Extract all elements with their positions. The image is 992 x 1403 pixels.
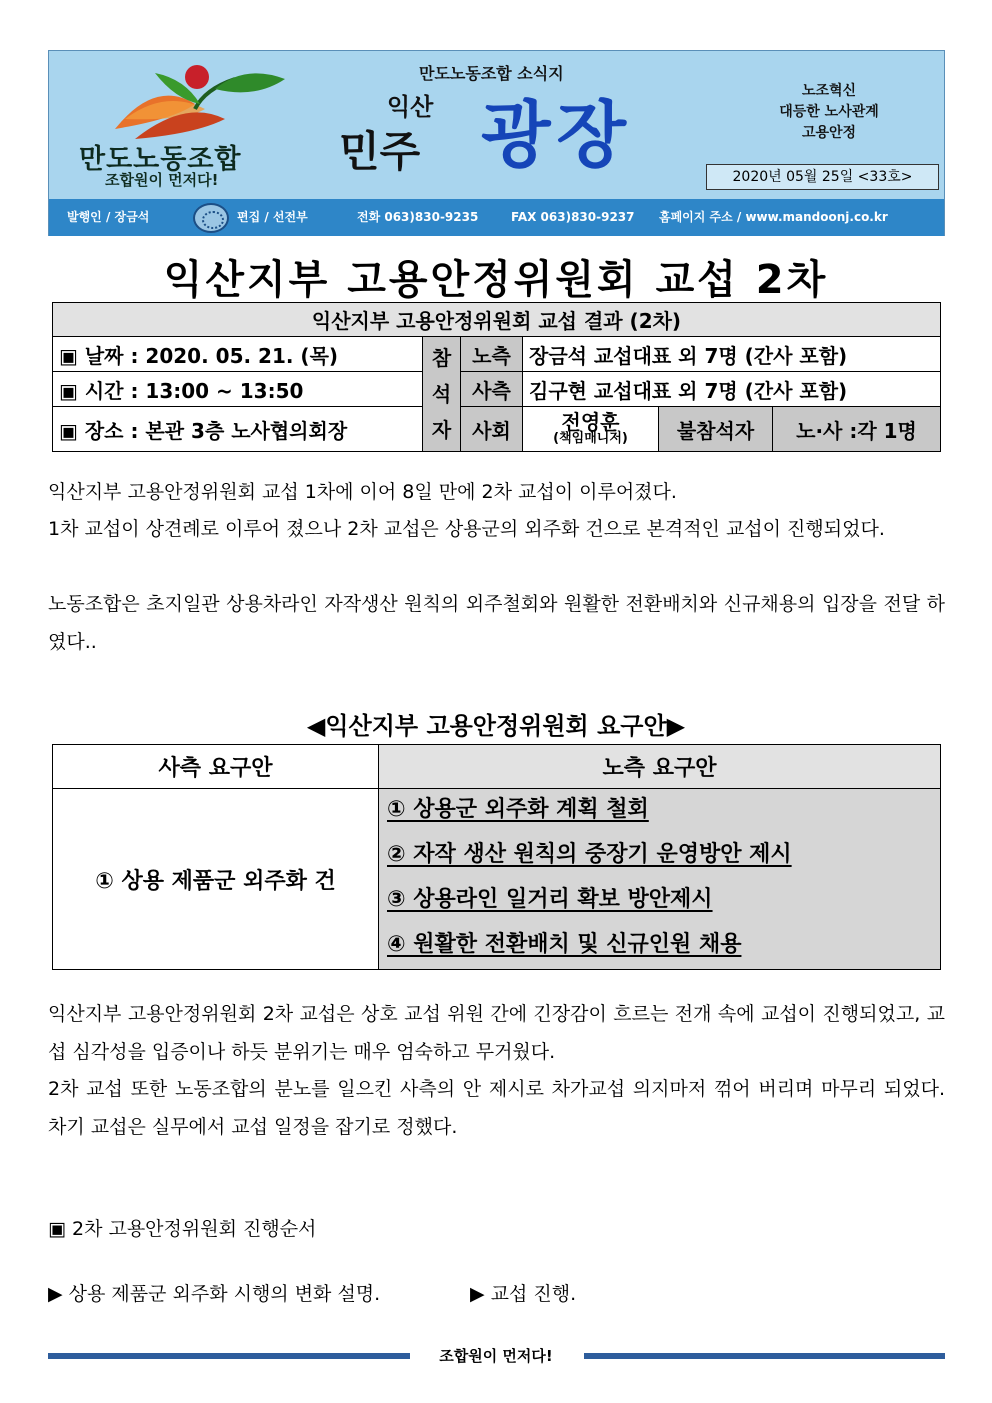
host-role: (책임매니저) [553,431,628,446]
table-caption: 익산지부 고용안정위원회 교섭 결과 (2차) [53,303,941,337]
absent-label: 불참석자 [659,407,773,452]
mgmt-attendees: 김구현 교섭대표 외 7명 (간사 포함) [523,372,941,407]
motto-line: 노조혁신 [801,83,857,99]
agenda-item: ▶ 상용 제품군 외주화 시행의 변화 설명. [48,1283,381,1305]
mgmt-label: 사측 [461,372,523,407]
host-name: 전영훈 [561,410,620,434]
demands-title: ◀익산지부 고용안정위원회 요구안▶ [306,712,686,740]
meeting-place: ▣ 장소 : 본관 3층 노사협의회장 [53,407,423,452]
mgmt-demands-header: 사측 요구안 [53,745,379,789]
labor-demand-text: ④ 원활한 전환배치 및 신규인원 채용 [387,932,742,957]
list-item [387,879,932,924]
meeting-date: ▣ 날짜 : 2020. 05. 21. (목) [53,337,423,372]
footer-divider [584,1353,945,1359]
labor-demand-text: ② 자작 생산 원칙의 중장기 운영방안 제시 [387,842,792,867]
labor-demands-header: 노측 요구안 [379,745,941,789]
mgmt-demand-item: ① 상용 제품군 외주화 건 [53,789,379,970]
meeting-time: ▣ 시간 : 13:00 ~ 13:50 [53,372,423,407]
homepage-link[interactable]: 홈페이지 주소 / www.mandoonj.co.kr [659,210,888,224]
union-seal-icon [193,203,229,233]
attendee-label-char: 참 [431,346,452,370]
attendee-label-char: 석 [431,382,452,406]
paragraph: 노동조합은 초지일관 상용차라인 자작생산 원칙의 외주철회와 원활한 전환배치와 신규채용의 입장을 전달 하였다.. [48,593,945,653]
absent-value: 노·사 :각 1명 [773,407,941,452]
list-item [387,924,932,969]
publisher-bar [49,199,944,236]
headline: 익산지부 고용안정위원회 교섭 2차 [163,257,829,303]
attendee-label [423,337,461,452]
demands-table [52,744,941,970]
meeting-info-table [52,302,941,452]
title-small: 익산 [387,93,434,121]
list-item [387,789,932,834]
host [523,407,659,452]
agenda-item: ▶ 교섭 진행. [470,1283,577,1305]
footer-slogan: 조합원이 먼저다! [439,1347,553,1365]
editor: 편집 / 선전부 [237,210,308,224]
paragraph: 1차 교섭이 상견례로 이루어 졌으나 2차 교섭은 상용군의 외주화 건으로 본격적인 교섭이 진행되었다. [48,518,885,540]
host-label: 사회 [461,407,523,452]
agenda-title: ▣ 2차 고용안정위원회 진행순서 [48,1218,317,1240]
attendee-label-char: 자 [431,418,452,442]
list-item [387,834,932,879]
labor-attendees: 장금석 교섭대표 외 7명 (간사 포함) [523,337,941,372]
sprout-flame-icon [95,59,295,149]
labor-label: 노측 [461,337,523,372]
motto-line: 고용안정 [801,125,857,141]
labor-demand-text: ③ 상용라인 일거리 확보 방안제시 [387,887,713,912]
labor-demands-list [379,789,941,970]
union-slogan: 조합원이 먼저다! [105,171,219,189]
motto [729,81,929,144]
paragraph: 익산지부 고용안정위원회 교섭 1차에 이어 8일 만에 2차 교섭이 이루어졌다. [48,481,677,503]
paragraph: 익산지부 고용안정위원회 2차 교섭은 상호 교섭 위원 간에 긴장감이 흐르는 전개 속에 교섭이 진행되었고, 교섭 심각성을 입증이나 하듯 분위기는 매우 엄숙하고 무거웠다. [48,1003,945,1063]
phone: 전화 063)830-9235 [357,210,479,224]
motto-line: 대등한 노사관계 [779,104,879,120]
title-mid: 민주 [339,127,421,176]
issue-date: 2020년 05월 25일 <33호> [706,164,939,190]
publisher: 발행인 / 장금석 [67,210,150,224]
newsletter-subtitle: 만도노동조합 소식지 [419,64,564,83]
masthead [48,50,945,236]
newsletter-title: 광장 [481,93,633,177]
labor-demand-text: ① 상용군 외주화 계획 철회 [387,797,649,822]
paragraph: 2차 교섭 또한 노동조합의 분노를 일으킨 사측의 안 제시로 차가교섭 의지마저 꺾어 버리며 마무리 되었다. 차기 교섭은 실무에서 교섭 일정을 잡기로 정했다. [48,1078,945,1138]
fax: FAX 063)830-9237 [511,210,635,224]
union-name: 만도노동조합 [79,144,242,175]
